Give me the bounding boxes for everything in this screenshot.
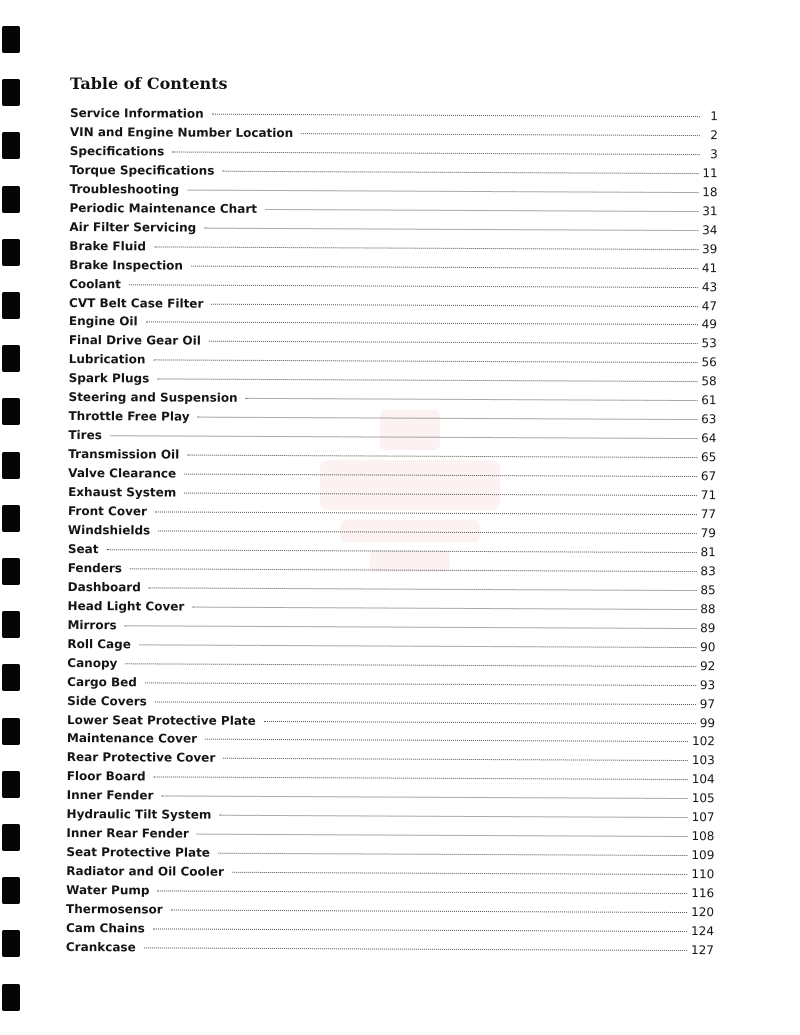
toc-entry-page-number: 127 [690,942,714,958]
toc-entry-label: Cargo Bed [67,674,137,689]
toc-entry-page-number: 108 [691,829,715,844]
toc-entry-label: Lower Seat Protective Plate [66,712,256,728]
toc-entry-label: Windshields [67,522,151,538]
dot-leader [149,587,697,591]
toc-entry-label: Brake Inspection [69,257,184,273]
dot-leader [192,606,696,609]
toc-entry-label: Torque Specifications [69,162,215,178]
toc-entry-label: Front Cover [67,504,148,519]
dot-leader [187,455,697,458]
toc-entry-page-number: 79 [700,526,716,541]
toc-entry-label: Final Drive Gear Oil [68,333,201,349]
toc-entry-page-number: 11 [702,165,718,181]
toc-entry-label: Inner Rear Fender [66,826,189,841]
toc-entry-label: Steering and Suspension [68,390,238,406]
binding-hole-icon [2,398,20,425]
binding-hole-icon [2,611,20,638]
toc-entry-label: Valve Clearance [68,466,177,481]
dot-leader [155,701,696,705]
dot-leader [204,227,698,230]
toc-entry-page-number: 71 [700,488,717,503]
dot-leader [209,341,698,344]
toc-entry-label: Radiator and Oil Cooler [66,864,224,879]
toc-entry-label: VIN and Engine Number Location [69,124,294,141]
dot-leader [157,379,697,383]
toc-entry-page-number: 65 [700,450,717,465]
toc-entry-page-number: 56 [701,355,717,370]
dot-leader [130,568,697,572]
toc-entry-page-number: 63 [701,412,717,427]
toc-entry-page-number: 2 [710,128,718,143]
toc-entry-label: Rear Protective Cover [66,750,216,766]
toc-entry-page-number: 102 [691,734,715,749]
toc-entry-page-number: 85 [700,582,716,597]
dot-leader [301,133,700,136]
toc-entry-label: Service Information [69,106,204,121]
toc-entry-page-number: 31 [702,203,718,218]
dot-leader [218,853,687,856]
binding-hole-icon [2,930,20,957]
toc-entry-label: Mirrors [67,617,117,632]
toc-entry-label: Troubleshooting [69,181,180,197]
toc-entry-page-number: 41 [701,260,718,275]
toc-entry-page-number: 89 [700,620,716,635]
toc-entry-page-number: 61 [701,393,717,408]
toc-entry-page-number: 105 [691,791,715,806]
dot-leader [187,189,698,192]
toc-entry-page-number: 104 [691,772,715,787]
dot-leader [198,417,698,420]
toc-entry-label: Cam Chains [65,920,145,936]
toc-entry-page-number: 67 [700,469,717,484]
dot-leader [211,303,697,306]
toc-entry-label: Exhaust System [68,485,177,500]
toc-entry-label: Throttle Free Play [68,409,190,424]
toc-entry-page-number: 47 [701,298,718,313]
dot-leader [264,720,696,723]
dot-leader [223,758,688,761]
binding-hole-icon [2,824,20,851]
toc-entry-label: Coolant [69,276,121,291]
toc-entry-page-number: 88 [700,601,716,616]
binding-hole-icon [2,877,20,904]
toc-entry-label: Maintenance Cover [66,731,198,747]
dot-leader [154,246,698,250]
dot-leader [212,114,700,117]
toc-entry-page-number: 116 [691,886,715,901]
toc-entry-page-number: 49 [701,317,717,332]
toc-entry-page-number: 107 [691,810,715,825]
dot-leader [139,644,696,648]
binding-hole-icon [2,771,20,798]
toc-entry-label: Air Filter Servicing [69,219,197,235]
dot-leader [205,739,688,742]
toc-entry-label: Seat Protective Plate [66,845,210,860]
dot-leader [171,910,687,914]
dot-leader [222,171,698,174]
page-title: Table of Contents [70,74,228,93]
dot-leader [125,663,696,667]
toc-entry-page-number: 18 [702,184,718,199]
dot-leader [144,947,687,951]
toc-entry-label: Thermosensor [66,902,163,917]
toc-entry-page-number: 93 [699,677,716,692]
dot-leader [106,549,696,553]
toc-entry-label: Crankcase [65,939,136,955]
toc-entry-label: Transmission Oil [68,447,180,462]
toc-entry-page-number: 43 [701,279,718,294]
toc-entry-label: Brake Fluid [69,238,147,254]
dot-leader [184,493,697,497]
toc-entry-page-number: 90 [700,639,716,654]
binding-hole-icon [2,345,20,372]
toc-entry-page-number: 99 [699,715,716,730]
toc-entry-label: Fenders [67,560,122,576]
toc-entry-page-number: 97 [699,696,716,711]
dot-leader [155,511,697,515]
toc-entry-page-number: 109 [691,848,715,863]
toc-entry-page-number: 83 [700,563,716,579]
binding-hole-icon [2,718,20,745]
toc-entry-label: Tires [68,428,102,443]
dot-leader [157,891,687,895]
binding-hole-icon [2,664,20,691]
dot-leader [158,530,696,534]
dot-leader [197,834,688,837]
dot-leader [145,682,696,686]
toc-entry-page-number: 39 [701,241,718,256]
toc-entry-page-number: 110 [691,867,715,882]
binding-hole-icon [2,132,20,159]
dot-leader [154,777,688,781]
toc-entry-label: Dashboard [67,579,141,595]
toc-entry-page-number: 120 [691,905,715,920]
dot-leader [184,474,697,478]
toc-entry-page-number: 77 [700,507,717,522]
toc-entry-label: Spark Plugs [68,371,150,386]
toc-entry-label: CVT Belt Case Filter [69,295,204,311]
binding-hole-icon [2,452,20,479]
binding-hole-icon [2,26,20,53]
binding-hole-icon [2,984,20,1011]
toc-entry-page-number: 103 [691,753,715,768]
dot-leader [125,625,697,629]
binding-hole-icon [2,558,20,585]
toc-entry-label: Specifications [69,143,165,159]
binding-hole-icon [2,505,20,532]
dot-leader [161,796,687,800]
toc-entry-label: Inner Fender [66,788,154,803]
dot-leader [191,265,698,268]
dot-leader [153,360,697,364]
binding-hole-icon [2,292,20,319]
toc-entry-page-number: 81 [700,545,716,560]
toc-entry-page-number: 3 [710,147,718,162]
dot-leader [129,284,698,288]
toc-entry-label: Roll Cage [67,636,131,651]
binding-hole-icon [2,186,20,213]
toc-entry-page-number: 92 [699,658,716,673]
binding-hole-icon [2,79,20,106]
toc-entry-page-number: 64 [701,431,717,446]
toc-entry-page-number: 124 [691,924,715,939]
toc-entry-label: Water Pump [66,883,150,898]
toc-entry-label: Periodic Maintenance Chart [69,200,258,216]
toc-entry-page-number: 1 [710,109,718,124]
dot-leader [265,209,698,212]
dot-leader [219,815,687,818]
dot-leader [153,928,687,932]
toc-entry-label: Side Covers [67,693,147,708]
dot-leader [110,435,697,439]
toc-entry-label: Lubrication [68,352,146,367]
dot-leader [146,322,698,326]
dot-leader [246,398,698,401]
toc-entry-label: Seat [67,541,99,557]
toc-entry-page-number: 53 [701,336,717,351]
binding-hole-icon [2,239,20,266]
toc-entry-label: Head Light Cover [67,598,185,614]
dot-leader [232,872,687,875]
toc-entry-page-number: 58 [701,374,717,389]
binding-strip [0,0,24,1035]
toc-entry-label: Engine Oil [68,314,138,329]
dot-leader [172,151,700,155]
toc-entry-label: Canopy [67,655,118,670]
toc-entry-label: Floor Board [66,769,146,784]
table-of-contents [66,106,718,962]
toc-entry-label: Hydraulic Tilt System [66,807,212,822]
toc-entry[interactable] [66,940,714,962]
toc-entry-page-number: 34 [702,222,718,237]
